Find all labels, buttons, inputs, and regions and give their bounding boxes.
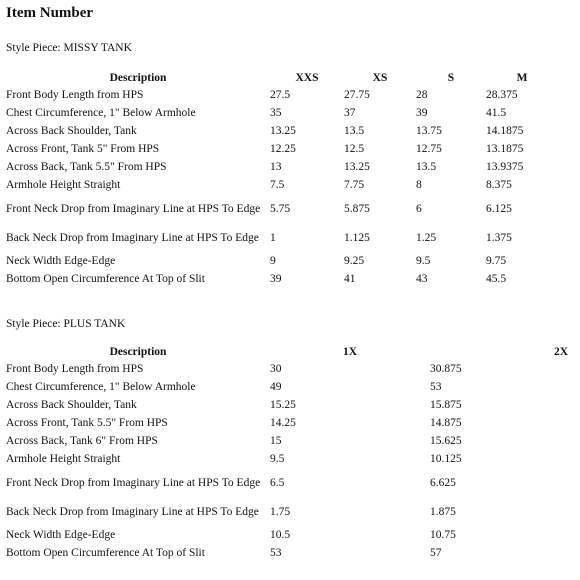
missy-header-s: S <box>447 72 455 84</box>
missy-row-value: 43 <box>416 273 428 285</box>
plus-row-value: 1.875 <box>430 505 456 518</box>
missy-row-description: Across Back Shoulder, Tank <box>6 125 137 137</box>
plus-row-value: 10.125 <box>430 453 462 465</box>
missy-header-m: M <box>516 72 528 84</box>
plus-row-description: Armhole Height Straight <box>6 453 121 465</box>
missy-row-value: 13 <box>270 161 282 173</box>
plus-table-row <box>6 497 568 526</box>
plus-row-description: Back Neck Drop from Imaginary Line at HPS To Edge <box>6 505 259 518</box>
missy-row-value: 9.75 <box>486 255 507 267</box>
missy-row-value: 28 <box>416 89 428 101</box>
missy-table-row <box>6 223 558 252</box>
missy-row-value: 5.75 <box>270 202 291 215</box>
plus-row-description: Front Body Length from HPS <box>6 363 144 375</box>
missy-row-value: 12.5 <box>344 143 365 155</box>
missy-row-value: 12.25 <box>270 143 296 155</box>
missy-row-description: Front Body Length from HPS <box>6 89 144 101</box>
plus-row-value: 6.5 <box>270 476 285 489</box>
missy-row-value: 13.1875 <box>486 143 524 155</box>
plus-row-value: 15 <box>270 435 282 447</box>
missy-row-value: 28.375 <box>486 89 518 101</box>
plus-row-description: Neck Width Edge-Edge <box>6 529 116 541</box>
missy-row-description: Chest Circumference, 1" Below Armhole <box>6 107 196 119</box>
missy-header-xxs: XXS <box>295 72 319 84</box>
missy-row-value: 27.5 <box>270 89 291 101</box>
missy-row-value: 5.875 <box>344 202 370 215</box>
plus-row-value: 15.25 <box>270 399 296 411</box>
missy-row-value: 13.5 <box>344 125 365 137</box>
plus-row-description: Across Back, Tank 6" From HPS <box>6 435 158 447</box>
missy-table-row <box>6 140 558 158</box>
plus-row-value: 49 <box>270 381 282 393</box>
missy-row-value: 13.5 <box>416 161 437 173</box>
plus-table-row <box>6 360 568 378</box>
missy-table-row <box>6 270 558 288</box>
plus-header-2x: 2X <box>553 346 568 358</box>
plus-row-value: 9.5 <box>270 453 285 465</box>
missy-row-value: 13.25 <box>270 125 296 137</box>
missy-row-description: Across Front, Tank 5" From HPS <box>6 143 160 155</box>
plus-row-value: 53 <box>270 547 282 559</box>
missy-style-label: Style Piece: MISSY TANK <box>6 42 132 54</box>
missy-row-value: 14.1875 <box>486 125 524 137</box>
missy-row-description: Neck Width Edge-Edge <box>6 255 116 267</box>
missy-row-value: 13.75 <box>416 125 442 137</box>
plus-row-description: Bottom Open Circumference At Top of Slit <box>6 547 205 559</box>
plus-table-row <box>6 526 568 544</box>
missy-table-row <box>6 158 558 176</box>
missy-row-value: 35 <box>270 107 282 119</box>
missy-row-value: 37 <box>344 107 356 119</box>
missy-size-table <box>6 70 558 288</box>
missy-row-description: Across Back, Tank 5.5" From HPS <box>6 161 167 173</box>
missy-header-description: Description <box>109 72 167 84</box>
missy-row-description: Front Neck Drop from Imaginary Line at HPS To Edge <box>6 202 261 215</box>
missy-row-value: 1 <box>270 231 276 244</box>
missy-table-row <box>6 194 558 223</box>
plus-header-1x: 1X <box>342 346 358 358</box>
missy-row-value: 7.75 <box>344 179 365 191</box>
plus-table-row <box>6 396 568 414</box>
plus-table-row <box>6 450 568 468</box>
missy-row-value: 9 <box>270 255 276 267</box>
missy-header-xs: XS <box>372 72 388 84</box>
missy-row-value: 39 <box>416 107 428 119</box>
plus-table-row <box>6 544 568 562</box>
missy-row-value: 7.5 <box>270 179 285 191</box>
plus-row-value: 1.75 <box>270 505 291 518</box>
plus-size-table <box>6 344 568 562</box>
plus-row-value: 57 <box>430 547 442 559</box>
plus-row-value: 6.625 <box>430 476 456 489</box>
missy-row-value: 12.75 <box>416 143 442 155</box>
missy-row-value: 8 <box>416 179 422 191</box>
plus-row-value: 15.625 <box>430 435 462 447</box>
plus-row-description: Front Neck Drop from Imaginary Line at HPS To Edge <box>6 476 261 489</box>
plus-table-row <box>6 468 568 497</box>
item-number-title: Item Number <box>6 5 94 21</box>
plus-table-row <box>6 432 568 450</box>
plus-row-value: 10.75 <box>430 529 456 541</box>
missy-table-row <box>6 252 558 270</box>
plus-row-value: 14.875 <box>430 417 462 429</box>
plus-row-value: 53 <box>430 381 442 393</box>
missy-row-value: 6.125 <box>486 202 512 215</box>
plus-row-value: 15.875 <box>430 399 462 411</box>
plus-row-value: 14.25 <box>270 417 296 429</box>
missy-row-value: 45.5 <box>486 273 507 285</box>
plus-row-value: 30 <box>270 363 282 375</box>
missy-row-value: 41.5 <box>486 107 507 119</box>
missy-row-value: 9.25 <box>344 255 365 267</box>
missy-table-row <box>6 104 558 122</box>
missy-row-value: 1.25 <box>416 231 437 244</box>
missy-row-value: 1.125 <box>344 231 370 244</box>
plus-table-row <box>6 378 568 396</box>
missy-row-value: 13.25 <box>344 161 370 173</box>
plus-row-description: Chest Circumference, 1" Below Armhole <box>6 381 196 393</box>
missy-row-value: 9.5 <box>416 255 431 267</box>
plus-row-description: Across Front, Tank 5.5" From HPS <box>6 417 168 429</box>
missy-row-description: Back Neck Drop from Imaginary Line at HPS To Edge <box>6 231 259 244</box>
missy-row-value: 41 <box>344 273 356 285</box>
missy-row-value: 1.375 <box>486 231 512 244</box>
plus-table-row <box>6 414 568 432</box>
missy-table-row <box>6 86 558 104</box>
missy-row-value: 13.9375 <box>486 161 524 173</box>
missy-row-value: 8.375 <box>486 179 512 191</box>
plus-style-label: Style Piece: PLUS TANK <box>6 318 126 330</box>
plus-row-value: 30.875 <box>430 363 462 375</box>
missy-row-value: 27.75 <box>344 89 370 101</box>
missy-row-value: 6 <box>416 202 422 215</box>
plus-row-value: 10.5 <box>270 529 291 541</box>
plus-header-description: Description <box>109 346 167 358</box>
missy-table-row <box>6 122 558 140</box>
missy-row-value: 39 <box>270 273 282 285</box>
missy-row-description: Bottom Open Circumference At Top of Slit <box>6 273 205 285</box>
plus-row-description: Across Back Shoulder, Tank <box>6 399 137 411</box>
missy-table-row <box>6 176 558 194</box>
missy-row-description: Armhole Height Straight <box>6 179 121 191</box>
